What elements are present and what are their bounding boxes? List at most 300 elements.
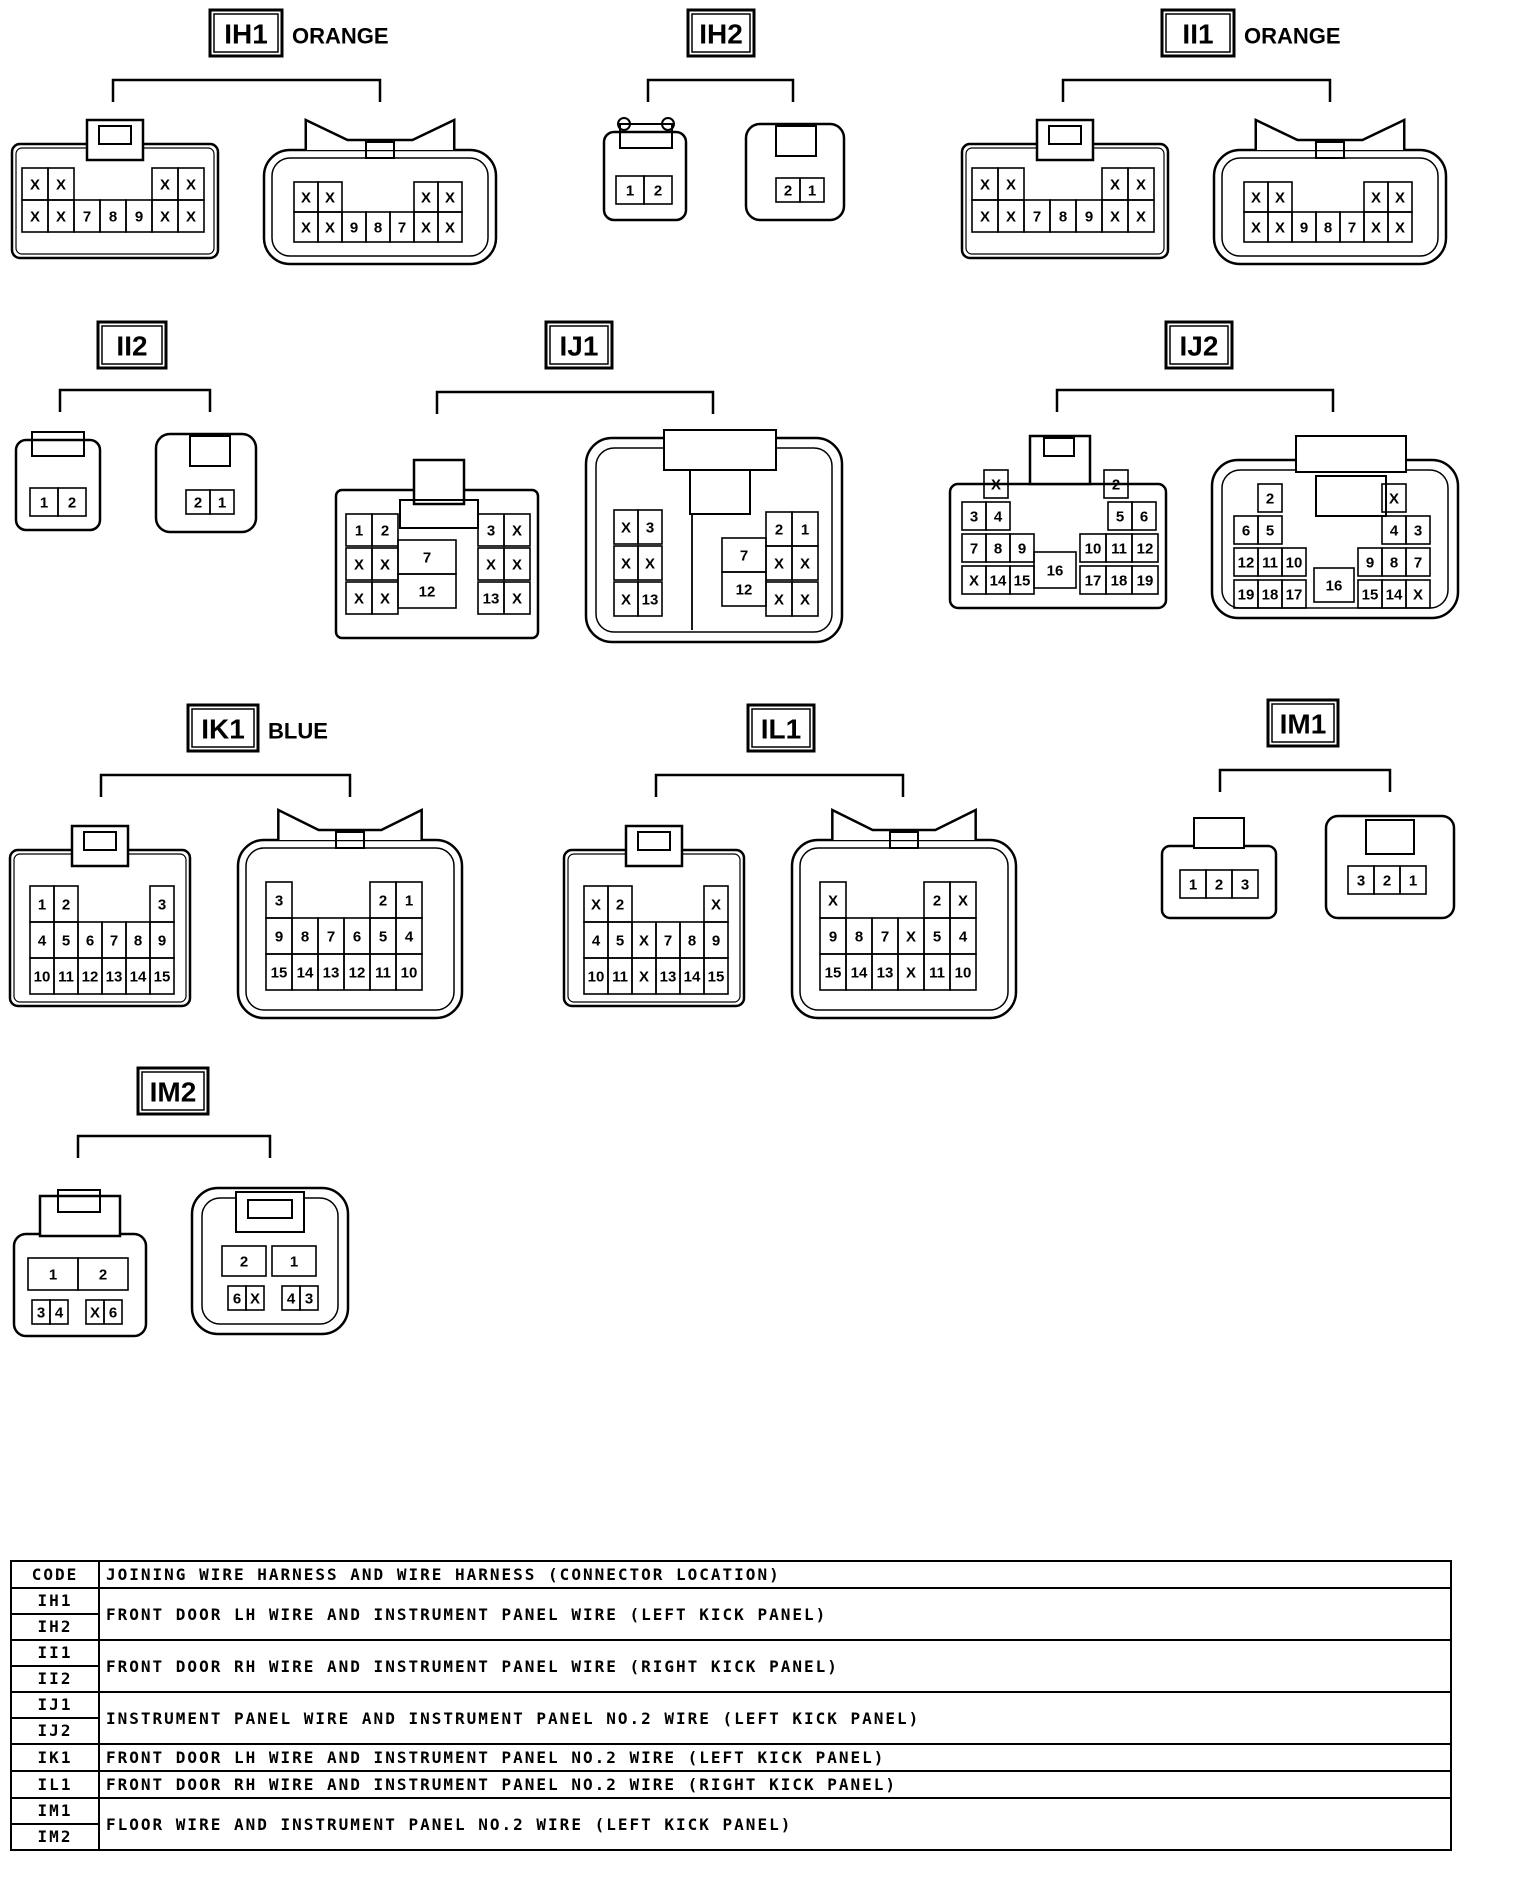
pin-label: 7 xyxy=(1032,208,1042,226)
housing-outline xyxy=(414,460,464,504)
pin-label: 2 xyxy=(774,521,784,539)
legend-code-cell xyxy=(11,1640,99,1692)
pin-label: 8 xyxy=(1058,208,1068,226)
pairing-bracket xyxy=(1220,770,1390,792)
pin-label: 7 xyxy=(326,928,336,946)
pin-label: 12 xyxy=(1136,540,1154,558)
pin-label: X xyxy=(620,519,632,537)
connector-code-badge xyxy=(98,322,166,368)
pin-label: 6 xyxy=(108,1304,118,1322)
pin-label: 18 xyxy=(1110,572,1128,590)
pin-label: X xyxy=(29,176,41,194)
pin-label: 4 xyxy=(1389,522,1399,540)
housing-outline xyxy=(14,1234,146,1336)
pin-label: 9 xyxy=(828,928,838,946)
pin-label: 9 xyxy=(157,932,167,950)
pin-label: X xyxy=(249,1290,261,1308)
pin-label: 2 xyxy=(1111,476,1121,494)
pin-label: 15 xyxy=(1013,572,1031,590)
housing-outline xyxy=(1316,476,1386,516)
pin-label: 14 xyxy=(850,964,868,982)
connector-legend-table xyxy=(10,1560,1452,1851)
pin-label: X xyxy=(300,189,312,207)
pin-label: 5 xyxy=(1115,508,1125,526)
pin-label: X xyxy=(420,219,432,237)
pin-label: 12 xyxy=(1237,554,1255,572)
pin-label: 8 xyxy=(1389,554,1399,572)
pin-label: X xyxy=(620,555,632,573)
connector-im1-right xyxy=(1326,816,1454,918)
housing-latch-shroud xyxy=(278,810,421,840)
pin-label: 2 xyxy=(67,494,77,512)
pin-label: 9 xyxy=(1017,540,1027,558)
pin-label: 10 xyxy=(33,968,51,986)
pin-label: X xyxy=(324,219,336,237)
pin-label: 2 xyxy=(380,522,390,540)
pin-label: 15 xyxy=(1361,586,1379,604)
pin-label: 2 xyxy=(1265,490,1275,508)
wire-color-label: ORANGE xyxy=(292,23,389,49)
pin-label: X xyxy=(773,555,785,573)
legend-code-cell xyxy=(11,1588,99,1640)
pin-label: X xyxy=(444,189,456,207)
pin-label: 2 xyxy=(1214,876,1224,894)
pin-label: X xyxy=(1005,176,1017,194)
pin-label: X xyxy=(159,176,171,194)
pin-label: 9 xyxy=(274,928,284,946)
pin-label: X xyxy=(1274,219,1286,237)
pin-label: 2 xyxy=(1382,872,1392,890)
pin-label: X xyxy=(590,896,602,914)
pin-label: X xyxy=(55,176,67,194)
pin-label: X xyxy=(638,968,650,986)
housing-outline xyxy=(1030,436,1090,484)
pin-label: 16 xyxy=(1325,577,1343,595)
pin-label: 6 xyxy=(85,932,95,950)
pin-label: X xyxy=(324,189,336,207)
pin-label: 13 xyxy=(482,590,500,608)
pin-label: 1 xyxy=(37,896,47,914)
pin-label: 4 xyxy=(591,932,601,950)
pin-label: 8 xyxy=(108,208,118,226)
pin-label: X xyxy=(968,572,980,590)
pin-label: 10 xyxy=(587,968,605,986)
pin-label: 5 xyxy=(1265,522,1275,540)
pin-label: X xyxy=(773,591,785,609)
connector-ii2-left xyxy=(16,432,100,530)
pin-label: II1 xyxy=(1182,18,1214,50)
wire-color-label: BLUE xyxy=(268,718,328,744)
pin-label: 14 xyxy=(683,968,701,986)
pin-label: 3 xyxy=(645,519,655,537)
pin-label: 3 xyxy=(1413,522,1423,540)
legend-code: IL1 xyxy=(37,1774,73,1794)
pin-label: 13 xyxy=(105,968,123,986)
legend-code-cell xyxy=(11,1744,99,1771)
pin-label: 3 xyxy=(36,1304,46,1322)
pin-label: II2 xyxy=(116,330,148,362)
housing-outline xyxy=(336,490,538,638)
pin-label: IJ2 xyxy=(1179,330,1219,362)
connector-ij1-left xyxy=(336,460,538,638)
pin-label: 11 xyxy=(58,968,74,986)
pin-label: 14 xyxy=(989,572,1007,590)
pin-label: 3 xyxy=(1356,872,1366,890)
pairing-bracket xyxy=(101,775,350,797)
pin-label: 10 xyxy=(954,964,972,982)
connector-ii2-right xyxy=(156,434,256,532)
legend-code: IH1 xyxy=(37,1591,73,1610)
pin-label: 19 xyxy=(1136,572,1154,590)
pin-label: 7 xyxy=(109,932,119,950)
pin-label: X xyxy=(990,476,1002,494)
legend-row xyxy=(11,1692,1451,1744)
pin-label: 1 xyxy=(289,1253,299,1271)
pin-label: 13 xyxy=(641,591,659,609)
pin-label: 12 xyxy=(348,964,366,982)
legend-code: IJ2 xyxy=(12,1717,98,1743)
connector-code-badge xyxy=(188,705,328,751)
pin-label: 2 xyxy=(932,892,942,910)
pin-label: X xyxy=(185,208,197,226)
pin-label: 12 xyxy=(81,968,99,986)
legend-row xyxy=(11,1744,1451,1771)
pin-label: 1 xyxy=(625,182,635,200)
housing-outline xyxy=(690,470,750,514)
pin-label: 1 xyxy=(354,522,364,540)
pin-label: 2 xyxy=(193,494,203,512)
pin-label: 14 xyxy=(1385,586,1403,604)
housing-outline xyxy=(664,430,776,470)
pin-label: 4 xyxy=(404,928,414,946)
legend-code: IM1 xyxy=(37,1801,73,1820)
connector-code-badge xyxy=(1268,700,1338,746)
housing-outline xyxy=(238,840,462,1018)
pin-label: X xyxy=(620,591,632,609)
pin-label: 3 xyxy=(157,896,167,914)
pin-label: IH2 xyxy=(699,18,743,50)
pin-label: X xyxy=(444,219,456,237)
pin-label: X xyxy=(799,555,811,573)
pin-label: X xyxy=(353,590,365,608)
pin-label: 12 xyxy=(418,583,436,601)
pin-label: 1 xyxy=(404,892,414,910)
legend-desc: FLOOR WIRE AND INSTRUMENT PANEL NO.2 WIRE (LEFT KICK PANEL) xyxy=(99,1798,1451,1850)
pin-label: X xyxy=(979,208,991,226)
pin-label: 4 xyxy=(286,1290,296,1308)
pin-label: 10 xyxy=(1084,540,1102,558)
pin-label: 7 xyxy=(663,932,673,950)
housing-outline xyxy=(1326,816,1454,918)
pin-label: 6 xyxy=(1139,508,1149,526)
pin-label: X xyxy=(1394,219,1406,237)
pin-label: 4 xyxy=(993,508,1003,526)
pin-label: 7 xyxy=(1347,219,1357,237)
pin-label: 13 xyxy=(322,964,340,982)
connector-im2-left xyxy=(14,1190,146,1336)
pin-label: X xyxy=(638,932,650,950)
legend-code: IJ1 xyxy=(37,1695,73,1714)
pin-label: 8 xyxy=(687,932,697,950)
connector-ih2-right xyxy=(746,124,844,220)
pin-label: 3 xyxy=(1240,876,1250,894)
pin-label: 15 xyxy=(153,968,171,986)
pin-label: X xyxy=(1274,189,1286,207)
pin-label: 1 xyxy=(800,521,810,539)
pin-label: X xyxy=(1250,189,1262,207)
pin-label: 10 xyxy=(400,964,418,982)
housing-outline xyxy=(16,148,214,254)
connector-ij2-right xyxy=(1212,436,1458,618)
pin-label: 5 xyxy=(615,932,625,950)
pin-label: 8 xyxy=(373,219,383,237)
connector-ih2-left xyxy=(604,118,686,220)
pin-label: X xyxy=(1135,176,1147,194)
legend-code-cell xyxy=(11,1798,99,1850)
connector-code-badge xyxy=(1166,322,1232,368)
pin-label: 1 xyxy=(39,494,49,512)
legend-desc-header: JOINING WIRE HARNESS AND WIRE HARNESS (CONNECTOR LOCATION) xyxy=(99,1561,1451,1588)
pin-label: X xyxy=(957,892,969,910)
pin-label: IH1 xyxy=(224,18,268,50)
wire-color-label: ORANGE xyxy=(1244,23,1341,49)
pin-label: 3 xyxy=(969,508,979,526)
legend-header-row xyxy=(11,1561,1451,1588)
pin-label: 11 xyxy=(1111,540,1127,558)
housing-outline xyxy=(746,124,844,220)
pin-label: X xyxy=(55,208,67,226)
pin-label: 14 xyxy=(296,964,314,982)
pin-label: 10 xyxy=(1285,554,1303,572)
pin-label: 12 xyxy=(735,581,753,599)
housing-outline xyxy=(236,1192,304,1232)
pin-label: 9 xyxy=(1299,219,1309,237)
legend-desc: FRONT DOOR RH WIRE AND INSTRUMENT PANEL WIRE (RIGHT KICK PANEL) xyxy=(99,1640,1451,1692)
pin-label: 6 xyxy=(232,1290,242,1308)
pin-label: X xyxy=(979,176,991,194)
legend-code: II2 xyxy=(12,1665,98,1691)
pin-label: IK1 xyxy=(201,713,245,745)
pin-label: 5 xyxy=(61,932,71,950)
pin-label: 13 xyxy=(876,964,894,982)
pin-label: 15 xyxy=(707,968,725,986)
pairing-bracket xyxy=(78,1136,270,1158)
connector-ih1-left xyxy=(12,120,218,258)
legend-code: II1 xyxy=(37,1643,73,1662)
legend-code-header: CODE xyxy=(11,1561,99,1588)
pin-label: X xyxy=(1135,208,1147,226)
housing-outline xyxy=(596,448,832,632)
connector-code-badge xyxy=(210,10,389,56)
housing-latch-shroud xyxy=(306,120,454,150)
housing-outline xyxy=(792,840,1016,1018)
housing-outline xyxy=(966,148,1164,254)
pin-label: X xyxy=(379,556,391,574)
connector-code-badge xyxy=(1162,10,1341,56)
housing-outline xyxy=(32,432,84,456)
pin-label: X xyxy=(1109,176,1121,194)
pin-label: 16 xyxy=(1046,562,1064,580)
pairing-bracket xyxy=(437,392,713,414)
pin-label: 1 xyxy=(48,1266,58,1284)
pin-label: X xyxy=(159,208,171,226)
pin-label: 18 xyxy=(1261,586,1279,604)
pin-label: 17 xyxy=(1285,586,1303,604)
legend-desc: FRONT DOOR LH WIRE AND INSTRUMENT PANEL WIRE (LEFT KICK PANEL) xyxy=(99,1588,1451,1640)
pin-label: 2 xyxy=(653,182,663,200)
pin-label: 17 xyxy=(1084,572,1102,590)
legend-desc: FRONT DOOR RH WIRE AND INSTRUMENT PANEL NO.2 WIRE (RIGHT KICK PANEL) xyxy=(99,1771,1451,1798)
pin-label: 9 xyxy=(1365,554,1375,572)
pairing-bracket xyxy=(113,80,380,102)
pin-label: 2 xyxy=(98,1266,108,1284)
legend-code-cell xyxy=(11,1692,99,1744)
pairing-bracket xyxy=(648,80,793,102)
connector-il1-left xyxy=(564,826,744,1006)
housing-outline xyxy=(1214,150,1446,264)
pin-label: X xyxy=(1005,208,1017,226)
legend-desc: FRONT DOOR LH WIRE AND INSTRUMENT PANEL NO.2 WIRE (LEFT KICK PANEL) xyxy=(99,1744,1451,1771)
pin-label: 11 xyxy=(612,968,628,986)
pin-label: 5 xyxy=(932,928,942,946)
pin-label: IM1 xyxy=(1279,708,1327,740)
pin-label: X xyxy=(89,1304,101,1322)
connector-ik1-left xyxy=(10,826,190,1006)
pin-label: 2 xyxy=(783,182,793,200)
pin-label: 8 xyxy=(1323,219,1333,237)
pin-label: X xyxy=(905,928,917,946)
pin-label: 11 xyxy=(1262,554,1278,572)
pin-label: 15 xyxy=(270,964,288,982)
pin-label: X xyxy=(1370,219,1382,237)
pin-label: X xyxy=(185,176,197,194)
pin-label: X xyxy=(511,522,523,540)
legend-code: IK1 xyxy=(37,1747,73,1767)
pin-label: X xyxy=(511,556,523,574)
pin-label: 19 xyxy=(1237,586,1255,604)
pin-label: 11 xyxy=(929,964,945,982)
pairing-bracket xyxy=(1063,80,1330,102)
housing-latch-shroud xyxy=(832,810,975,840)
housing-outline xyxy=(156,434,256,532)
pairing-bracket xyxy=(1057,390,1333,412)
pin-label: 7 xyxy=(82,208,92,226)
legend-code: IH2 xyxy=(12,1613,98,1639)
pin-label: X xyxy=(353,556,365,574)
pin-label: 8 xyxy=(300,928,310,946)
pin-label: X xyxy=(485,556,497,574)
housing-outline xyxy=(190,436,230,466)
pin-label: X xyxy=(710,896,722,914)
pin-label: 7 xyxy=(1413,554,1423,572)
pin-label: X xyxy=(827,892,839,910)
pairing-bracket xyxy=(656,775,903,797)
connector-ij1-right xyxy=(586,430,842,642)
connector-ij2-left xyxy=(950,436,1166,608)
connector-im2-right xyxy=(192,1188,348,1334)
pin-label: 8 xyxy=(993,540,1003,558)
pin-label: 1 xyxy=(1408,872,1418,890)
connector-ik1-right xyxy=(238,810,462,1018)
pin-label: 4 xyxy=(37,932,47,950)
pin-label: X xyxy=(29,208,41,226)
pin-label: 2 xyxy=(239,1253,249,1271)
pin-label: 8 xyxy=(133,932,143,950)
pin-label: 3 xyxy=(304,1290,314,1308)
pin-label: 1 xyxy=(217,494,227,512)
pin-label: IM2 xyxy=(149,1076,197,1108)
pin-label: X xyxy=(1370,189,1382,207)
pin-label: 7 xyxy=(397,219,407,237)
pin-label: X xyxy=(1412,586,1424,604)
pin-label: 6 xyxy=(1241,522,1251,540)
connector-code-badge xyxy=(138,1068,208,1114)
pin-label: 2 xyxy=(615,896,625,914)
connector-im1-left xyxy=(1162,818,1276,918)
legend-code: IM2 xyxy=(12,1823,98,1849)
connector-ii1-left xyxy=(962,120,1168,258)
pin-label: IJ1 xyxy=(559,330,599,362)
pin-label: 7 xyxy=(880,928,890,946)
pin-label: 13 xyxy=(659,968,677,986)
pin-label: 6 xyxy=(352,928,362,946)
pin-label: 4 xyxy=(54,1304,64,1322)
pin-label: 9 xyxy=(134,208,144,226)
pin-label: X xyxy=(300,219,312,237)
legend-code-cell xyxy=(11,1771,99,1798)
legend-row xyxy=(11,1640,1451,1692)
pin-label: 11 xyxy=(375,964,391,982)
legend-row xyxy=(11,1771,1451,1798)
pin-label: X xyxy=(420,189,432,207)
housing-outline xyxy=(40,1196,120,1236)
connector-code-badge xyxy=(546,322,612,368)
connector-ii1-right xyxy=(1214,120,1446,264)
pin-label: 7 xyxy=(969,540,979,558)
pin-label: 4 xyxy=(958,928,968,946)
legend-row xyxy=(11,1588,1451,1640)
pin-label: 8 xyxy=(854,928,864,946)
pin-label: 7 xyxy=(422,549,432,567)
legend-row xyxy=(11,1798,1451,1850)
pin-label: 1 xyxy=(807,182,817,200)
pin-label: 9 xyxy=(711,932,721,950)
connector-code-badge xyxy=(748,705,814,751)
pairing-bracket xyxy=(60,390,210,412)
housing-latch-shroud xyxy=(1256,120,1404,150)
pin-label: X xyxy=(1394,189,1406,207)
pin-label: X xyxy=(644,555,656,573)
connector-il1-right xyxy=(792,810,1016,1018)
pin-label: 3 xyxy=(486,522,496,540)
pin-label: X xyxy=(1388,490,1400,508)
housing-outline xyxy=(1366,820,1414,854)
pin-label: X xyxy=(1250,219,1262,237)
pin-label: 9 xyxy=(349,219,359,237)
housing-outline xyxy=(776,126,816,156)
pin-label: X xyxy=(379,590,391,608)
housing-outline xyxy=(1194,818,1244,848)
pin-label: IL1 xyxy=(760,713,802,745)
pin-label: 5 xyxy=(378,928,388,946)
pin-label: 3 xyxy=(274,892,284,910)
pin-label: X xyxy=(905,964,917,982)
pin-label: 9 xyxy=(1084,208,1094,226)
pin-label: 15 xyxy=(824,964,842,982)
pin-label: X xyxy=(511,590,523,608)
housing-outline xyxy=(1296,436,1406,472)
pin-label: 1 xyxy=(1188,876,1198,894)
